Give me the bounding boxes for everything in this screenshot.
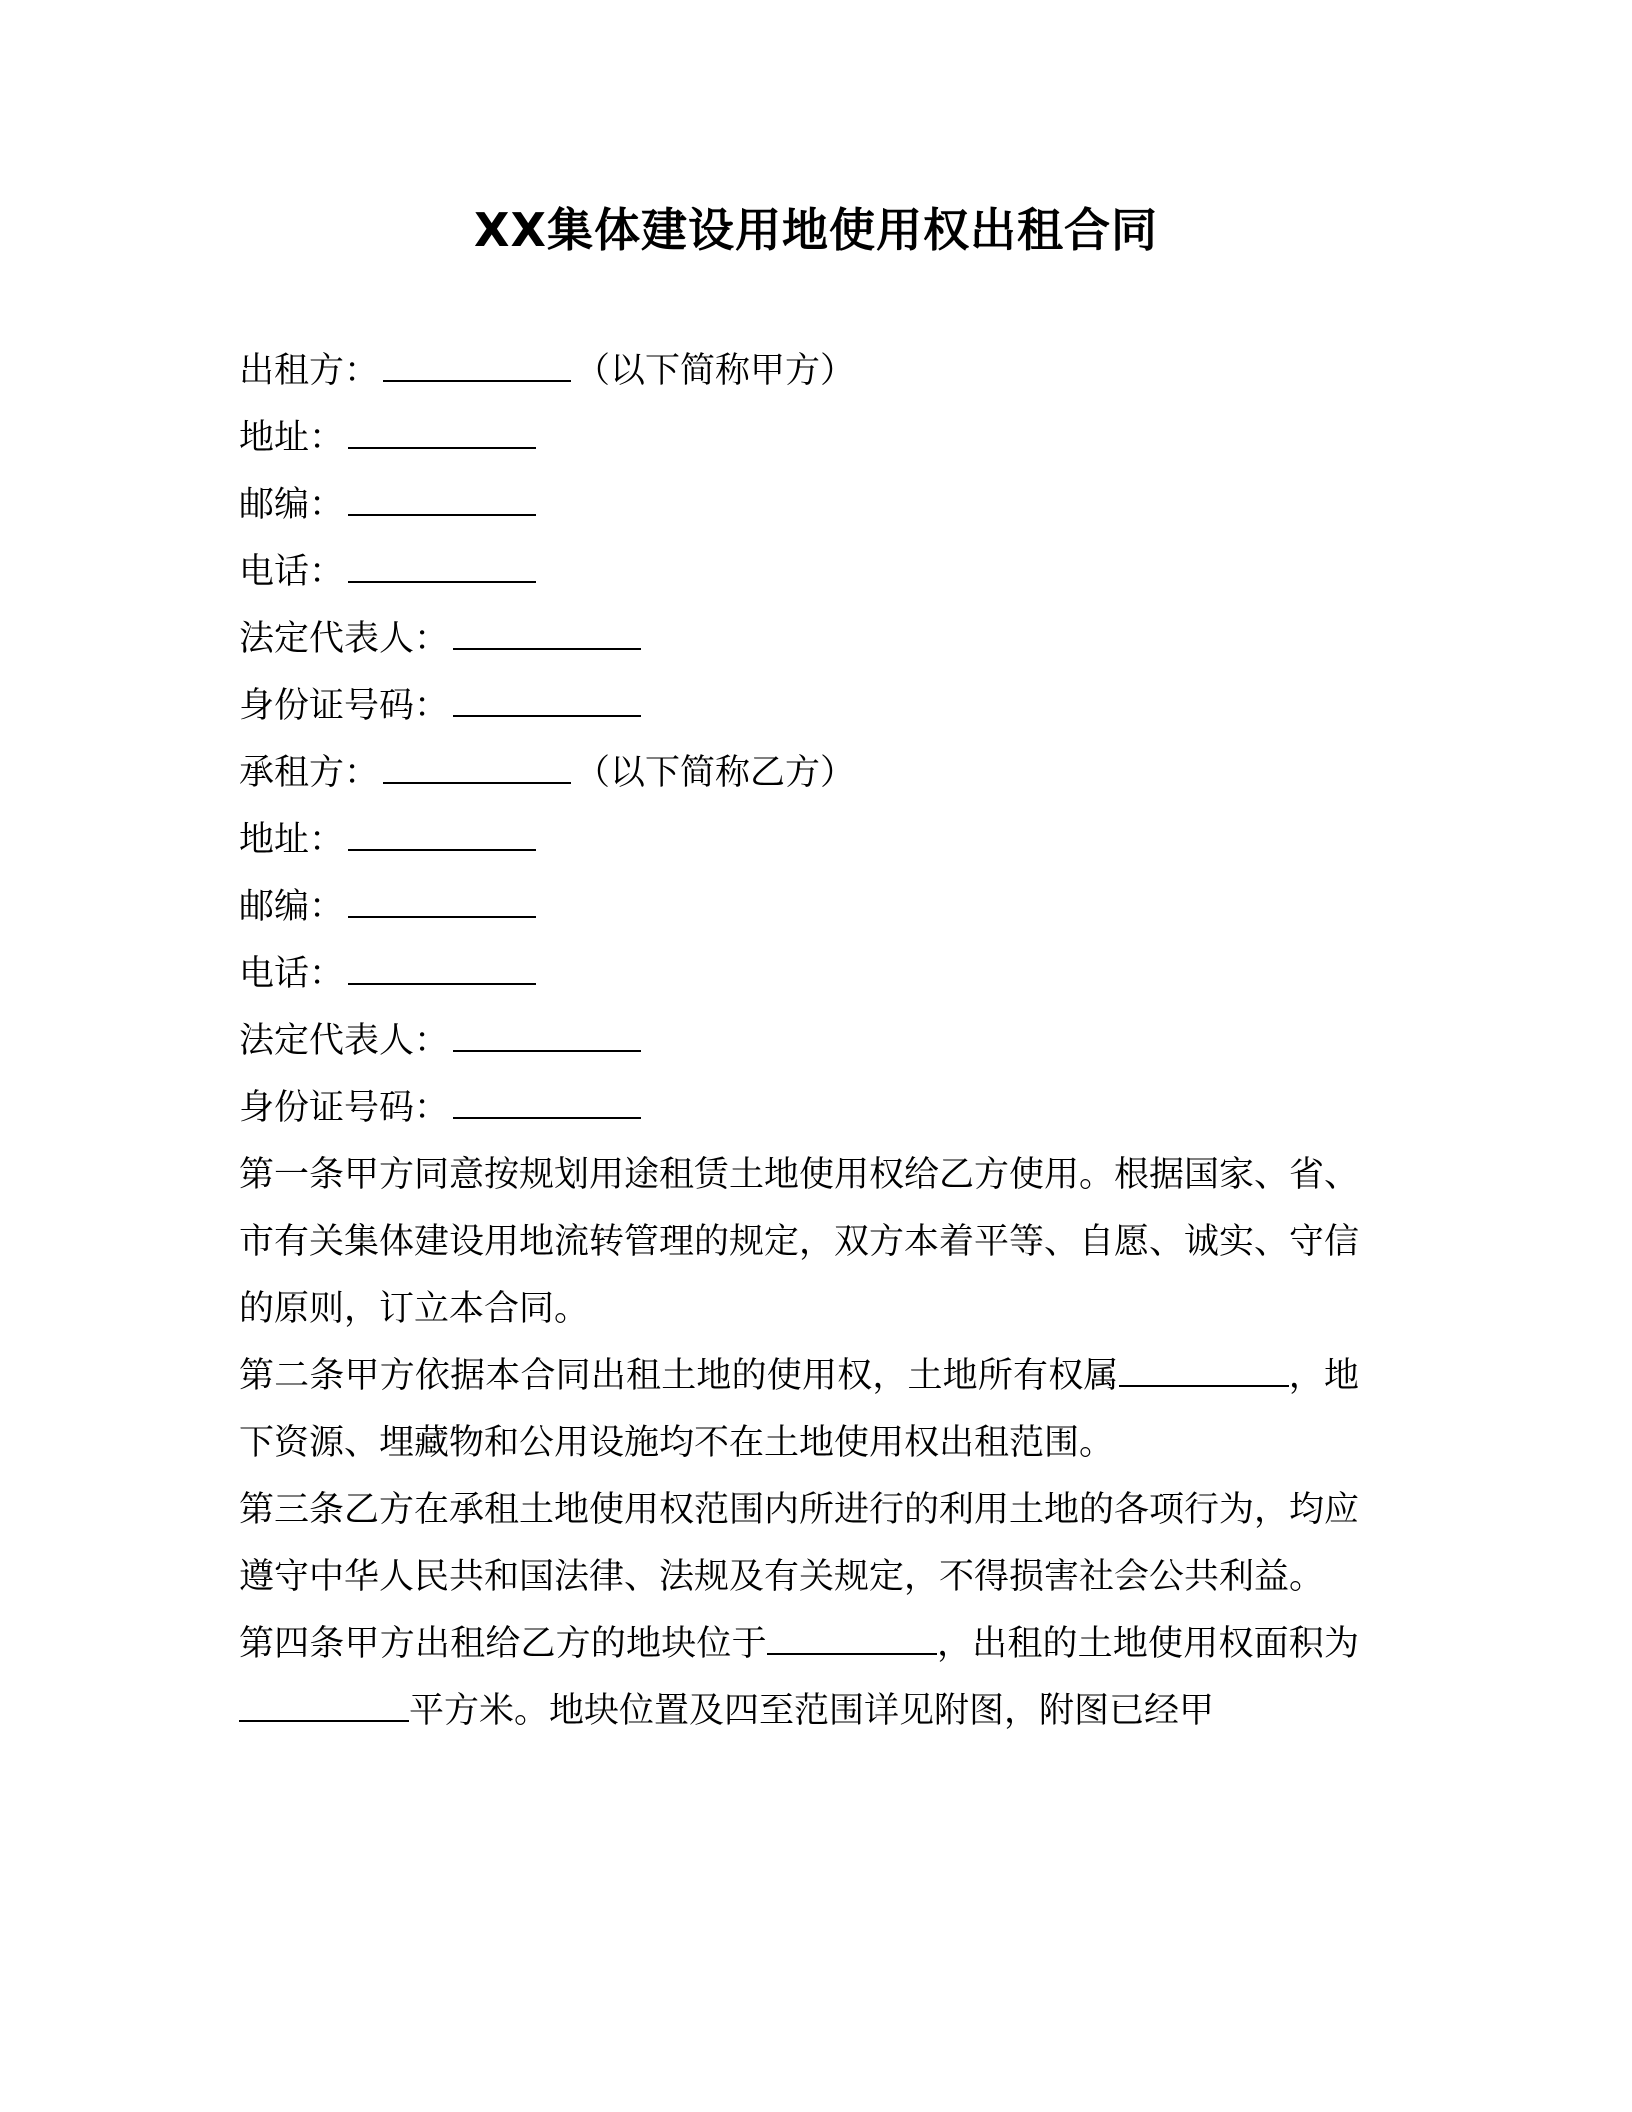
lessor-legal-rep-line [239,606,1359,673]
ownership-blank[interactable] [1119,1355,1289,1387]
lessor-phone-label: 电话： [239,552,345,592]
lessor-address-label: 地址： [239,418,345,458]
lessee-postcode-line [239,874,1359,941]
article-2-text-1: 第二条甲方依据本合同出租土地的使用权，土地所有权属 [239,1356,1119,1396]
lessee-phone-label: 电话： [239,954,345,994]
lessor-phone-line [239,539,1359,606]
lessee-id-line [239,1075,1359,1142]
lessee-address-label: 地址： [239,820,345,860]
lessor-legal-rep-label: 法定代表人： [239,619,450,659]
lessee-postcode-label: 邮编： [239,887,345,927]
lessor-postcode-label: 邮编： [239,485,345,525]
lessor-postcode-line [239,472,1359,539]
area-blank[interactable] [239,1690,409,1722]
lessor-phone-blank[interactable] [348,551,536,583]
lessee-label: 承租方： [239,753,380,793]
contract-title: XX集体建设用地使用权出租合同 [474,203,1158,257]
lessee-line [239,740,1359,807]
lessor-id-line [239,673,1359,740]
lessee-legal-rep-label: 法定代表人： [239,1021,450,1061]
lessee-legal-rep-line [239,1008,1359,1075]
article-4-text-2: ，出租的土地使用权面积为 [936,1624,1359,1664]
lessor-address-line [239,405,1359,472]
lessee-legal-rep-blank[interactable] [453,1020,641,1052]
article-4 [239,1611,1359,1745]
lessor-postcode-blank[interactable] [348,484,536,516]
lessor-legal-rep-blank[interactable] [453,618,641,650]
lessor-blank[interactable] [383,350,571,382]
lessor-address-blank[interactable] [348,417,536,449]
article-4-text-1: 第四条甲方出租给乙方的地块位于 [239,1624,767,1664]
lessee-suffix: （以下简称乙方） [575,753,856,793]
lessor-id-blank[interactable] [453,685,641,717]
lessee-address-blank[interactable] [348,819,536,851]
article-3: 第三条乙方在承租土地使用权范围内所进行的利用土地的各项行为，均应遵守中华人民共和国法律、法规及有关规定，不得损害社会公共利益。 [239,1490,1360,1597]
lessee-id-blank[interactable] [453,1087,641,1119]
lessee-phone-line [239,941,1359,1008]
lessor-suffix: （以下简称甲方） [575,351,856,391]
contract-body [239,338,1359,1745]
lessor-label: 出租方： [239,351,380,391]
article-1: 第一条甲方同意按规划用途租赁土地使用权给乙方使用。根据国家、省、市有关集体建设用地流转管理的规定，双方本着平等、自愿、诚实、守信的原则，订立本合同。 [239,1155,1360,1329]
lessee-blank[interactable] [383,752,571,784]
lessee-address-line [239,807,1359,874]
lessor-line [239,338,1359,405]
article-2-text-2: ，地下资源、埋藏物和公用设施均不在土地使用权出租范围。 [239,1356,1359,1463]
lessee-postcode-blank[interactable] [348,886,536,918]
article-2 [239,1343,1359,1477]
lessee-phone-blank[interactable] [348,953,536,985]
lessee-id-label: 身份证号码： [239,1088,450,1128]
article-4-text-3: 平方米。地块位置及四至范围详见附图，附图已经甲 [409,1691,1215,1731]
lessor-id-label: 身份证号码： [239,686,450,726]
location-blank[interactable] [767,1623,937,1655]
